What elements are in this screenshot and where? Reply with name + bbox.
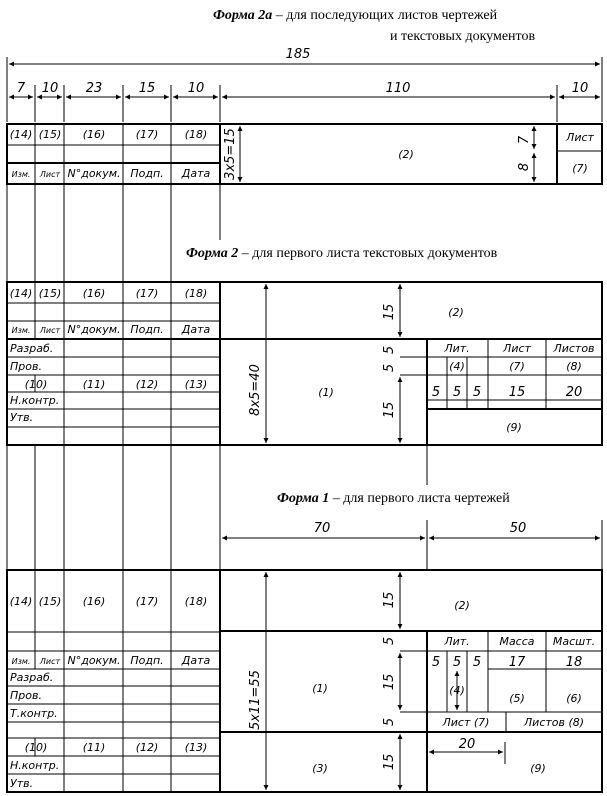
label-izm: Изм. [11, 170, 31, 179]
f2-label-utv: Утв. [10, 411, 34, 424]
gap-lines-1 [7, 184, 220, 282]
f1-label-nkontr: Н.контр. [10, 759, 60, 772]
dim-10-b: 10 [187, 81, 205, 96]
dim-10-c: 10 [571, 81, 589, 96]
form-2a-desc: – для последующих листов чертежей [272, 8, 498, 23]
label-data: Дата [181, 167, 211, 180]
f1-dim-15-top: 15 [382, 591, 397, 609]
f1-label-list: Лист [39, 657, 61, 666]
dim-5x11: 5x11=55 [248, 670, 263, 730]
f1-dim-20: 20 [458, 737, 476, 752]
dim-5-f2-b: 5 [382, 363, 397, 373]
field-7: (7) [572, 162, 588, 175]
f2-field-4: (4) [449, 360, 465, 373]
f1-field-4: (4) [449, 684, 465, 697]
f1-cell-17: (17) [135, 595, 159, 608]
cell-18: (18) [184, 128, 208, 141]
f1-dim-5-b: 5 [382, 717, 397, 727]
f1-label-utv: Утв. [10, 777, 34, 790]
f1-label-izm: Изм. [11, 657, 31, 666]
label-list-sheet: Лист [566, 131, 594, 144]
f1-label-prov: Пров. [10, 689, 42, 702]
dim-15-f2-top: 15 [382, 303, 397, 321]
f2-label-prov: Пров. [10, 360, 42, 373]
cell-16: (16) [82, 128, 106, 141]
f2-cell-16: (16) [82, 287, 106, 300]
form-2a-desc-line2: и текстовых документов [390, 29, 536, 44]
dim-15-f2-bottom: 15 [382, 401, 397, 419]
f2-label-nkontr: Н.контр. [10, 394, 60, 407]
f2-field-7: (7) [509, 360, 525, 373]
label-list: Лист [39, 170, 61, 179]
dim-10-a: 10 [41, 81, 59, 96]
form-2-desc: – для первого листа текстовых документов [238, 246, 498, 261]
f1-dim-5-a: 5 [382, 636, 397, 646]
f2-label-ndok: N°докум. [67, 323, 121, 336]
f1-field-5: (5) [509, 692, 525, 705]
f1-field-6: (6) [566, 692, 582, 705]
dim-110: 110 [385, 81, 411, 96]
f1-label-data: Дата [181, 654, 211, 667]
f1-dim-5-c: 5 [431, 655, 441, 670]
f1-field-9: (9) [530, 762, 546, 775]
f1-dim-17: 17 [508, 655, 526, 670]
form-2-name: Форма 2 [186, 246, 239, 261]
f1-cell-10: (10) [24, 741, 48, 754]
f1-cell-11: (11) [82, 741, 106, 754]
f2-field-2: (2) [448, 306, 464, 319]
f1-label-tkontr: Т.контр. [10, 707, 58, 720]
f1-cell-14: (14) [9, 595, 33, 608]
dim-50: 50 [509, 521, 527, 536]
top-dimensions [7, 47, 602, 122]
dim-7: 7 [16, 81, 26, 96]
f1-dim-15-mid: 15 [382, 673, 397, 691]
dim-185: 185 [285, 47, 311, 62]
f2-label-razrab: Разраб. [10, 342, 54, 355]
f1-label-list7: Лист (7) [442, 716, 490, 729]
form-2a-block [7, 124, 602, 184]
f1-dim-5-e: 5 [472, 655, 482, 670]
f2-dim-5-b: 5 [452, 385, 462, 400]
form-1-name: Форма 1 [277, 491, 330, 506]
f2-dim-15: 15 [508, 385, 526, 400]
f1-field-2: (2) [454, 599, 470, 612]
dim-70: 70 [313, 521, 331, 536]
f2-field-1: (1) [318, 386, 334, 399]
f1-field-3: (3) [312, 762, 328, 775]
f1-cell-15: (15) [38, 595, 62, 608]
f1-dim-18: 18 [565, 655, 583, 670]
f2-label-list: Лист [39, 326, 61, 335]
form-1-desc: – для первого листа чертежей [329, 491, 510, 506]
f1-label-ndok: N°докум. [67, 654, 121, 667]
dim-5-f2-a: 5 [382, 345, 397, 355]
f2-cell-18: (18) [184, 287, 208, 300]
f2-cell-15: (15) [38, 287, 62, 300]
f1-cell-13: (13) [184, 741, 208, 754]
f2-label-listov: Листов [553, 342, 595, 355]
f2-cell-12: (12) [135, 378, 159, 391]
f1-label-listov8: Листов (8) [523, 716, 585, 729]
form-1-block [7, 570, 602, 792]
f2-cell-14: (14) [9, 287, 33, 300]
dim-3x5: 3x5=15 [223, 128, 238, 180]
gap-lines-2 [7, 445, 602, 570]
form-2a-name: Форма 2а [213, 8, 273, 23]
dim-15: 15 [138, 81, 156, 96]
f2-label-izm: Изм. [11, 326, 31, 335]
f1-label-masht: Масшт. [552, 635, 596, 648]
f2-field-9: (9) [506, 421, 522, 434]
f2-label-lit: Лит. [444, 342, 470, 355]
field-2: (2) [398, 148, 414, 161]
label-podp: Подп. [130, 167, 164, 180]
f1-label-lit: Лит. [444, 635, 470, 648]
f2-dim-5-a: 5 [431, 385, 441, 400]
dim-8-row: 8 [517, 162, 532, 172]
f1-field-1: (1) [312, 682, 328, 695]
f1-dim-15-bottom: 15 [382, 753, 397, 771]
f1-label-massa: Масса [499, 635, 535, 648]
f2-cell-10: (10) [24, 378, 48, 391]
f1-cell-16: (16) [82, 595, 106, 608]
dim-8x5: 8x5=40 [248, 364, 263, 416]
f2-field-8: (8) [566, 360, 582, 373]
f1-label-podp: Подп. [130, 654, 164, 667]
f1-cell-18: (18) [184, 595, 208, 608]
f2-label-list: Лист [503, 342, 531, 355]
cell-15: (15) [38, 128, 62, 141]
f2-cell-13: (13) [184, 378, 208, 391]
f2-cell-11: (11) [82, 378, 106, 391]
label-ndok: N°докум. [67, 167, 121, 180]
cell-17: (17) [135, 128, 159, 141]
f2-dim-5-c: 5 [472, 385, 482, 400]
f2-label-podp: Подп. [130, 323, 164, 336]
dim-23: 23 [85, 81, 103, 96]
f1-label-razrab: Разраб. [10, 671, 54, 684]
cell-14: (14) [9, 128, 33, 141]
f1-dim-5-d: 5 [452, 655, 462, 670]
f2-dim-20: 20 [565, 385, 583, 400]
f2-cell-17: (17) [135, 287, 159, 300]
form-2-block [7, 282, 602, 445]
f2-label-data: Дата [181, 323, 211, 336]
dim-7-row: 7 [517, 135, 532, 145]
f1-cell-12: (12) [135, 741, 159, 754]
